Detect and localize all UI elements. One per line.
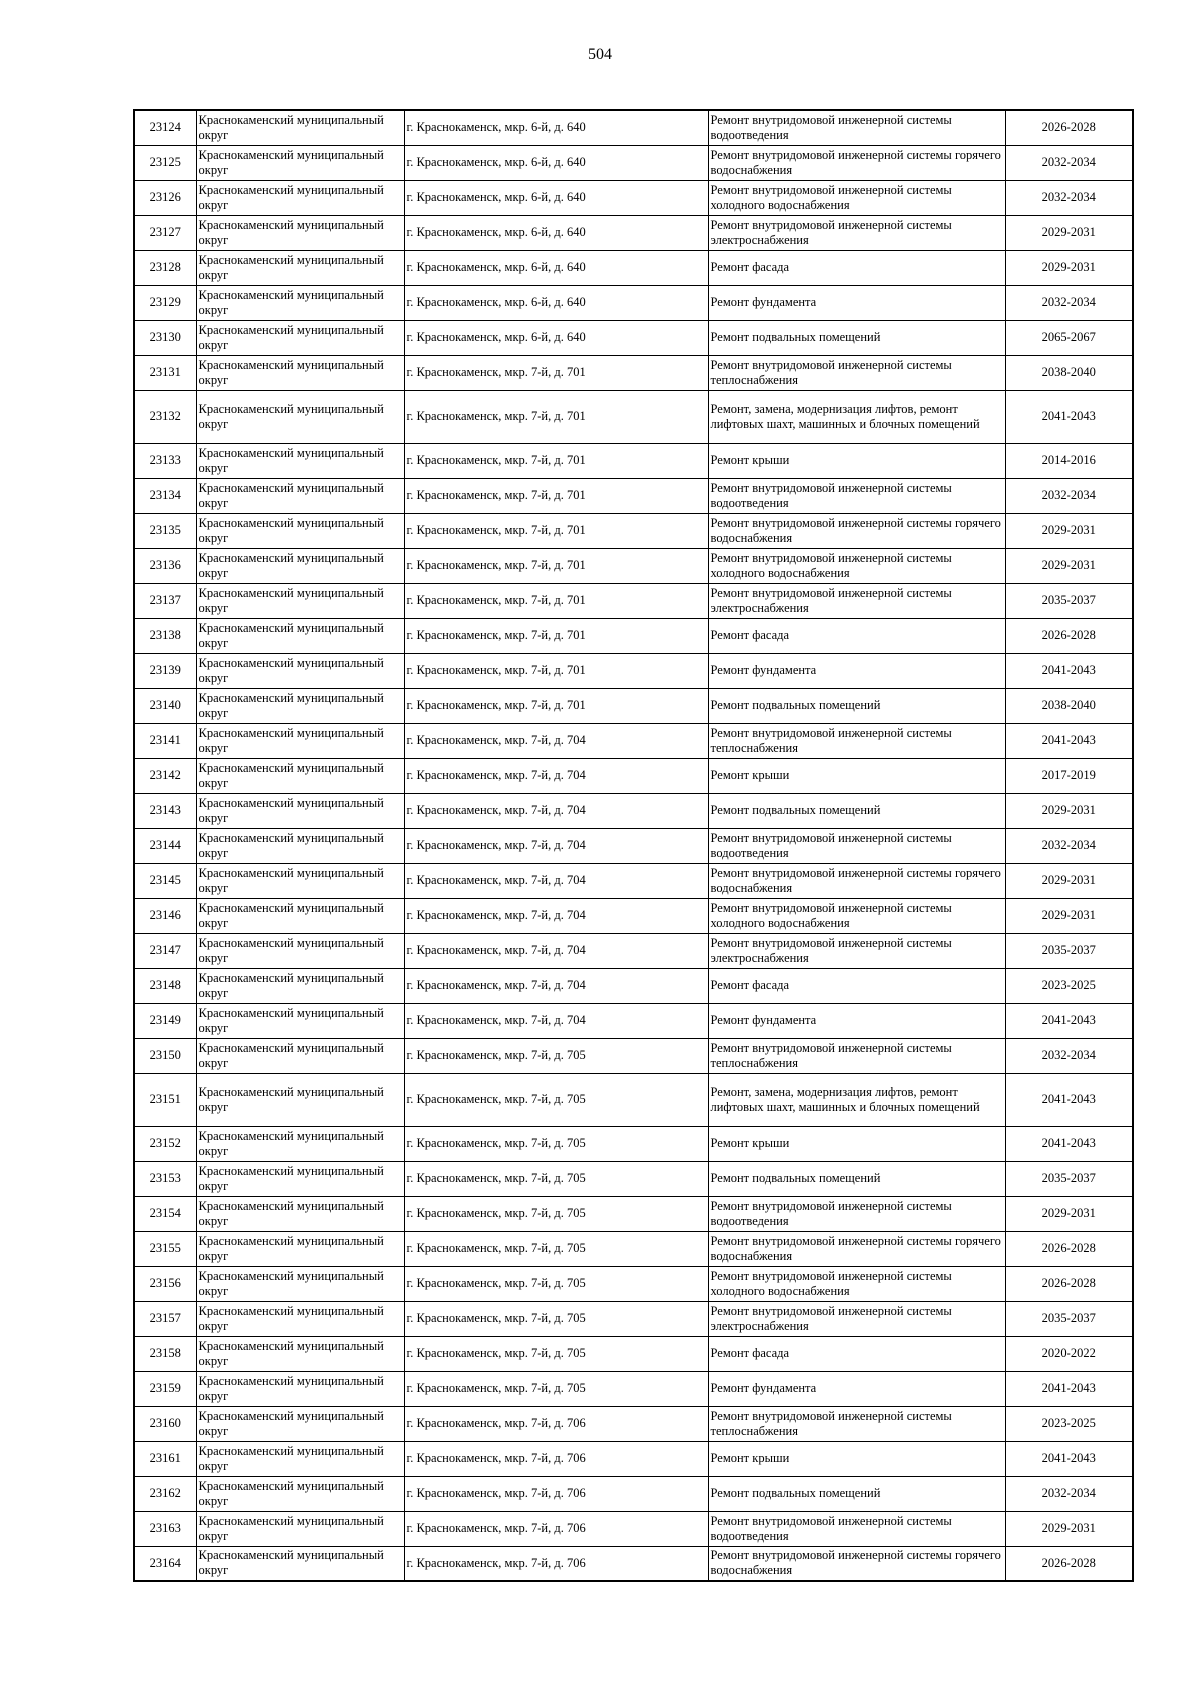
municipality-cell: Краснокаменский муниципальный округ [196, 1038, 404, 1073]
row-number: 23149 [134, 1003, 196, 1038]
period-cell: 2032-2034 [1005, 285, 1133, 320]
table-row [134, 828, 1133, 863]
address-cell: г. Краснокаменск, мкр. 7-й, д. 705 [404, 1336, 708, 1371]
period-cell: 2041-2043 [1005, 1371, 1133, 1406]
repair-schedule-table [133, 109, 1134, 1582]
address-cell: г. Краснокаменск, мкр. 6-й, д. 640 [404, 320, 708, 355]
table-row [134, 215, 1133, 250]
table-row [134, 1476, 1133, 1511]
table-row [134, 548, 1133, 583]
row-number: 23159 [134, 1371, 196, 1406]
address-cell: г. Краснокаменск, мкр. 6-й, д. 640 [404, 110, 708, 145]
work-type-cell: Ремонт подвальных помещений [708, 1161, 1005, 1196]
address-cell: г. Краснокаменск, мкр. 7-й, д. 705 [404, 1126, 708, 1161]
period-cell: 2029-2031 [1005, 250, 1133, 285]
row-number: 23146 [134, 898, 196, 933]
table-row [134, 1196, 1133, 1231]
row-number: 23161 [134, 1441, 196, 1476]
table-row [134, 443, 1133, 478]
period-cell: 2026-2028 [1005, 618, 1133, 653]
address-cell: г. Краснокаменск, мкр. 7-й, д. 701 [404, 653, 708, 688]
period-cell: 2032-2034 [1005, 828, 1133, 863]
row-number: 23151 [134, 1073, 196, 1126]
table-row [134, 145, 1133, 180]
row-number: 23158 [134, 1336, 196, 1371]
work-type-cell: Ремонт внутридомовой инженерной системы электроснабжения [708, 215, 1005, 250]
table-row [134, 513, 1133, 548]
work-type-cell: Ремонт фасада [708, 250, 1005, 285]
period-cell: 2023-2025 [1005, 1406, 1133, 1441]
row-number: 23150 [134, 1038, 196, 1073]
municipality-cell: Краснокаменский муниципальный округ [196, 285, 404, 320]
municipality-cell: Краснокаменский муниципальный округ [196, 1126, 404, 1161]
municipality-cell: Краснокаменский муниципальный округ [196, 1003, 404, 1038]
address-cell: г. Краснокаменск, мкр. 7-й, д. 701 [404, 443, 708, 478]
period-cell: 2023-2025 [1005, 968, 1133, 1003]
address-cell: г. Краснокаменск, мкр. 7-й, д. 705 [404, 1038, 708, 1073]
address-cell: г. Краснокаменск, мкр. 7-й, д. 705 [404, 1073, 708, 1126]
address-cell: г. Краснокаменск, мкр. 7-й, д. 706 [404, 1406, 708, 1441]
municipality-cell: Краснокаменский муниципальный округ [196, 355, 404, 390]
table-row [134, 320, 1133, 355]
table-row [134, 1546, 1133, 1581]
period-cell: 2026-2028 [1005, 1546, 1133, 1581]
municipality-cell: Краснокаменский муниципальный округ [196, 180, 404, 215]
table-row [134, 1266, 1133, 1301]
address-cell: г. Краснокаменск, мкр. 7-й, д. 706 [404, 1546, 708, 1581]
municipality-cell: Краснокаменский муниципальный округ [196, 250, 404, 285]
table-row [134, 968, 1133, 1003]
work-type-cell: Ремонт внутридомовой инженерной системы электроснабжения [708, 583, 1005, 618]
work-type-cell: Ремонт внутридомовой инженерной системы водоотведения [708, 1511, 1005, 1546]
work-type-cell: Ремонт внутридомовой инженерной системы горячего водоснабжения [708, 1231, 1005, 1266]
municipality-cell: Краснокаменский муниципальный округ [196, 1073, 404, 1126]
row-number: 23154 [134, 1196, 196, 1231]
address-cell: г. Краснокаменск, мкр. 6-й, д. 640 [404, 250, 708, 285]
table-row [134, 110, 1133, 145]
address-cell: г. Краснокаменск, мкр. 7-й, д. 701 [404, 688, 708, 723]
table-row [134, 933, 1133, 968]
table-row [134, 1073, 1133, 1126]
municipality-cell: Краснокаменский муниципальный округ [196, 1336, 404, 1371]
work-type-cell: Ремонт, замена, модернизация лифтов, ремонт лифтовых шахт, машинных и блочных помещений [708, 1073, 1005, 1126]
work-type-cell: Ремонт фундамента [708, 653, 1005, 688]
table-row [134, 355, 1133, 390]
period-cell: 2032-2034 [1005, 478, 1133, 513]
address-cell: г. Краснокаменск, мкр. 7-й, д. 706 [404, 1511, 708, 1546]
row-number: 23133 [134, 443, 196, 478]
row-number: 23164 [134, 1546, 196, 1581]
work-type-cell: Ремонт внутридомовой инженерной системы теплоснабжения [708, 355, 1005, 390]
row-number: 23136 [134, 548, 196, 583]
address-cell: г. Краснокаменск, мкр. 7-й, д. 701 [404, 583, 708, 618]
row-number: 23147 [134, 933, 196, 968]
municipality-cell: Краснокаменский муниципальный округ [196, 1266, 404, 1301]
address-cell: г. Краснокаменск, мкр. 7-й, д. 701 [404, 390, 708, 443]
municipality-cell: Краснокаменский муниципальный округ [196, 898, 404, 933]
table-row [134, 1511, 1133, 1546]
address-cell: г. Краснокаменск, мкр. 7-й, д. 705 [404, 1266, 708, 1301]
work-type-cell: Ремонт внутридомовой инженерной системы водоотведения [708, 828, 1005, 863]
address-cell: г. Краснокаменск, мкр. 7-й, д. 704 [404, 723, 708, 758]
row-number: 23153 [134, 1161, 196, 1196]
address-cell: г. Краснокаменск, мкр. 7-й, д. 704 [404, 933, 708, 968]
work-type-cell: Ремонт внутридомовой инженерной системы холодного водоснабжения [708, 548, 1005, 583]
municipality-cell: Краснокаменский муниципальный округ [196, 1161, 404, 1196]
page-number: 504 [588, 46, 612, 63]
row-number: 23137 [134, 583, 196, 618]
address-cell: г. Краснокаменск, мкр. 7-й, д. 705 [404, 1301, 708, 1336]
table-row [134, 390, 1133, 443]
period-cell: 2029-2031 [1005, 793, 1133, 828]
work-type-cell: Ремонт внутридомовой инженерной системы водоотведения [708, 1196, 1005, 1231]
period-cell: 2041-2043 [1005, 1073, 1133, 1126]
period-cell: 2014-2016 [1005, 443, 1133, 478]
row-number: 23156 [134, 1266, 196, 1301]
municipality-cell: Краснокаменский муниципальный округ [196, 1371, 404, 1406]
row-number: 23148 [134, 968, 196, 1003]
address-cell: г. Краснокаменск, мкр. 7-й, д. 705 [404, 1231, 708, 1266]
work-type-cell: Ремонт внутридомовой инженерной системы водоотведения [708, 478, 1005, 513]
work-type-cell: Ремонт крыши [708, 443, 1005, 478]
row-number: 23144 [134, 828, 196, 863]
work-type-cell: Ремонт внутридомовой инженерной системы горячего водоснабжения [708, 863, 1005, 898]
address-cell: г. Краснокаменск, мкр. 7-й, д. 701 [404, 355, 708, 390]
row-number: 23152 [134, 1126, 196, 1161]
period-cell: 2026-2028 [1005, 110, 1133, 145]
table-row [134, 1003, 1133, 1038]
row-number: 23143 [134, 793, 196, 828]
period-cell: 2035-2037 [1005, 583, 1133, 618]
table-row [134, 478, 1133, 513]
address-cell: г. Краснокаменск, мкр. 7-й, д. 706 [404, 1441, 708, 1476]
period-cell: 2041-2043 [1005, 1441, 1133, 1476]
work-type-cell: Ремонт внутридомовой инженерной системы горячего водоснабжения [708, 145, 1005, 180]
row-number: 23141 [134, 723, 196, 758]
period-cell: 2041-2043 [1005, 723, 1133, 758]
work-type-cell: Ремонт внутридомовой инженерной системы холодного водоснабжения [708, 1266, 1005, 1301]
municipality-cell: Краснокаменский муниципальный округ [196, 863, 404, 898]
row-number: 23131 [134, 355, 196, 390]
address-cell: г. Краснокаменск, мкр. 6-й, д. 640 [404, 285, 708, 320]
municipality-cell: Краснокаменский муниципальный округ [196, 758, 404, 793]
work-type-cell: Ремонт внутридомовой инженерной системы водоотведения [708, 110, 1005, 145]
row-number: 23125 [134, 145, 196, 180]
municipality-cell: Краснокаменский муниципальный округ [196, 1231, 404, 1266]
table-body [134, 110, 1133, 1581]
municipality-cell: Краснокаменский муниципальный округ [196, 933, 404, 968]
period-cell: 2041-2043 [1005, 1126, 1133, 1161]
municipality-cell: Краснокаменский муниципальный округ [196, 320, 404, 355]
address-cell: г. Краснокаменск, мкр. 7-й, д. 701 [404, 478, 708, 513]
work-type-cell: Ремонт внутридомовой инженерной системы электроснабжения [708, 1301, 1005, 1336]
work-type-cell: Ремонт фундамента [708, 1003, 1005, 1038]
table-row [134, 1301, 1133, 1336]
work-type-cell: Ремонт подвальных помещений [708, 320, 1005, 355]
period-cell: 2029-2031 [1005, 513, 1133, 548]
address-cell: г. Краснокаменск, мкр. 6-й, д. 640 [404, 145, 708, 180]
row-number: 23128 [134, 250, 196, 285]
municipality-cell: Краснокаменский муниципальный округ [196, 215, 404, 250]
municipality-cell: Краснокаменский муниципальный округ [196, 1196, 404, 1231]
row-number: 23127 [134, 215, 196, 250]
row-number: 23134 [134, 478, 196, 513]
address-cell: г. Краснокаменск, мкр. 7-й, д. 705 [404, 1196, 708, 1231]
work-type-cell: Ремонт крыши [708, 1126, 1005, 1161]
address-cell: г. Краснокаменск, мкр. 7-й, д. 706 [404, 1476, 708, 1511]
work-type-cell: Ремонт, замена, модернизация лифтов, ремонт лифтовых шахт, машинных и блочных помещений [708, 390, 1005, 443]
address-cell: г. Краснокаменск, мкр. 6-й, д. 640 [404, 215, 708, 250]
address-cell: г. Краснокаменск, мкр. 7-й, д. 704 [404, 968, 708, 1003]
row-number: 23160 [134, 1406, 196, 1441]
work-type-cell: Ремонт внутридомовой инженерной системы теплоснабжения [708, 723, 1005, 758]
work-type-cell: Ремонт крыши [708, 1441, 1005, 1476]
period-cell: 2020-2022 [1005, 1336, 1133, 1371]
table-row [134, 1231, 1133, 1266]
period-cell: 2035-2037 [1005, 1161, 1133, 1196]
work-type-cell: Ремонт подвальных помещений [708, 1476, 1005, 1511]
municipality-cell: Краснокаменский муниципальный округ [196, 110, 404, 145]
row-number: 23157 [134, 1301, 196, 1336]
table-row [134, 1038, 1133, 1073]
period-cell: 2029-2031 [1005, 1196, 1133, 1231]
period-cell: 2065-2067 [1005, 320, 1133, 355]
work-type-cell: Ремонт внутридомовой инженерной системы горячего водоснабжения [708, 513, 1005, 548]
row-number: 23142 [134, 758, 196, 793]
municipality-cell: Краснокаменский муниципальный округ [196, 618, 404, 653]
table-row [134, 1336, 1133, 1371]
table-row [134, 793, 1133, 828]
work-type-cell: Ремонт подвальных помещений [708, 688, 1005, 723]
table-row [134, 688, 1133, 723]
municipality-cell: Краснокаменский муниципальный округ [196, 478, 404, 513]
row-number: 23145 [134, 863, 196, 898]
table-row [134, 863, 1133, 898]
work-type-cell: Ремонт крыши [708, 758, 1005, 793]
period-cell: 2035-2037 [1005, 933, 1133, 968]
row-number: 23124 [134, 110, 196, 145]
row-number: 23138 [134, 618, 196, 653]
municipality-cell: Краснокаменский муниципальный округ [196, 1301, 404, 1336]
municipality-cell: Краснокаменский муниципальный округ [196, 513, 404, 548]
table-row [134, 1371, 1133, 1406]
table-row [134, 898, 1133, 933]
period-cell: 2041-2043 [1005, 1003, 1133, 1038]
period-cell: 2029-2031 [1005, 1511, 1133, 1546]
municipality-cell: Краснокаменский муниципальный округ [196, 723, 404, 758]
table-row [134, 1161, 1133, 1196]
municipality-cell: Краснокаменский муниципальный округ [196, 828, 404, 863]
table-row [134, 618, 1133, 653]
municipality-cell: Краснокаменский муниципальный округ [196, 793, 404, 828]
table-row [134, 1126, 1133, 1161]
municipality-cell: Краснокаменский муниципальный округ [196, 1546, 404, 1581]
row-number: 23130 [134, 320, 196, 355]
municipality-cell: Краснокаменский муниципальный округ [196, 1476, 404, 1511]
work-type-cell: Ремонт внутридомовой инженерной системы теплоснабжения [708, 1038, 1005, 1073]
work-type-cell: Ремонт фундамента [708, 285, 1005, 320]
municipality-cell: Краснокаменский муниципальный округ [196, 1511, 404, 1546]
work-type-cell: Ремонт подвальных помещений [708, 793, 1005, 828]
row-number: 23155 [134, 1231, 196, 1266]
address-cell: г. Краснокаменск, мкр. 7-й, д. 704 [404, 758, 708, 793]
period-cell: 2032-2034 [1005, 180, 1133, 215]
municipality-cell: Краснокаменский муниципальный округ [196, 443, 404, 478]
work-type-cell: Ремонт фасада [708, 618, 1005, 653]
municipality-cell: Краснокаменский муниципальный округ [196, 548, 404, 583]
period-cell: 2038-2040 [1005, 355, 1133, 390]
row-number: 23132 [134, 390, 196, 443]
period-cell: 2035-2037 [1005, 1301, 1133, 1336]
table-row [134, 180, 1133, 215]
address-cell: г. Краснокаменск, мкр. 7-й, д. 704 [404, 1003, 708, 1038]
municipality-cell: Краснокаменский муниципальный округ [196, 390, 404, 443]
row-number: 23135 [134, 513, 196, 548]
table-row [134, 723, 1133, 758]
period-cell: 2041-2043 [1005, 653, 1133, 688]
address-cell: г. Краснокаменск, мкр. 7-й, д. 705 [404, 1161, 708, 1196]
row-number: 23163 [134, 1511, 196, 1546]
work-type-cell: Ремонт внутридомовой инженерной системы горячего водоснабжения [708, 1546, 1005, 1581]
table-row [134, 758, 1133, 793]
address-cell: г. Краснокаменск, мкр. 7-й, д. 704 [404, 793, 708, 828]
address-cell: г. Краснокаменск, мкр. 7-й, д. 701 [404, 513, 708, 548]
period-cell: 2029-2031 [1005, 898, 1133, 933]
address-cell: г. Краснокаменск, мкр. 7-й, д. 704 [404, 863, 708, 898]
address-cell: г. Краснокаменск, мкр. 6-й, д. 640 [404, 180, 708, 215]
municipality-cell: Краснокаменский муниципальный округ [196, 968, 404, 1003]
period-cell: 2038-2040 [1005, 688, 1133, 723]
period-cell: 2026-2028 [1005, 1266, 1133, 1301]
table-row [134, 1441, 1133, 1476]
address-cell: г. Краснокаменск, мкр. 7-й, д. 701 [404, 618, 708, 653]
row-number: 23129 [134, 285, 196, 320]
table-row [134, 653, 1133, 688]
period-cell: 2029-2031 [1005, 863, 1133, 898]
address-cell: г. Краснокаменск, мкр. 7-й, д. 701 [404, 548, 708, 583]
address-cell: г. Краснокаменск, мкр. 7-й, д. 704 [404, 898, 708, 933]
table-row [134, 250, 1133, 285]
address-cell: г. Краснокаменск, мкр. 7-й, д. 704 [404, 828, 708, 863]
row-number: 23162 [134, 1476, 196, 1511]
work-type-cell: Ремонт внутридомовой инженерной системы теплоснабжения [708, 1406, 1005, 1441]
period-cell: 2017-2019 [1005, 758, 1133, 793]
table-row [134, 285, 1133, 320]
period-cell: 2032-2034 [1005, 145, 1133, 180]
period-cell: 2029-2031 [1005, 548, 1133, 583]
municipality-cell: Краснокаменский муниципальный округ [196, 1406, 404, 1441]
work-type-cell: Ремонт внутридомовой инженерной системы электроснабжения [708, 933, 1005, 968]
period-cell: 2032-2034 [1005, 1476, 1133, 1511]
row-number: 23140 [134, 688, 196, 723]
period-cell: 2032-2034 [1005, 1038, 1133, 1073]
work-type-cell: Ремонт внутридомовой инженерной системы холодного водоснабжения [708, 180, 1005, 215]
table-row [134, 1406, 1133, 1441]
work-type-cell: Ремонт фундамента [708, 1371, 1005, 1406]
work-type-cell: Ремонт внутридомовой инженерной системы холодного водоснабжения [708, 898, 1005, 933]
row-number: 23139 [134, 653, 196, 688]
municipality-cell: Краснокаменский муниципальный округ [196, 688, 404, 723]
work-type-cell: Ремонт фасада [708, 968, 1005, 1003]
work-type-cell: Ремонт фасада [708, 1336, 1005, 1371]
municipality-cell: Краснокаменский муниципальный округ [196, 653, 404, 688]
period-cell: 2026-2028 [1005, 1231, 1133, 1266]
period-cell: 2041-2043 [1005, 390, 1133, 443]
municipality-cell: Краснокаменский муниципальный округ [196, 1441, 404, 1476]
row-number: 23126 [134, 180, 196, 215]
municipality-cell: Краснокаменский муниципальный округ [196, 145, 404, 180]
address-cell: г. Краснокаменск, мкр. 7-й, д. 705 [404, 1371, 708, 1406]
municipality-cell: Краснокаменский муниципальный округ [196, 583, 404, 618]
period-cell: 2029-2031 [1005, 215, 1133, 250]
table-row [134, 583, 1133, 618]
